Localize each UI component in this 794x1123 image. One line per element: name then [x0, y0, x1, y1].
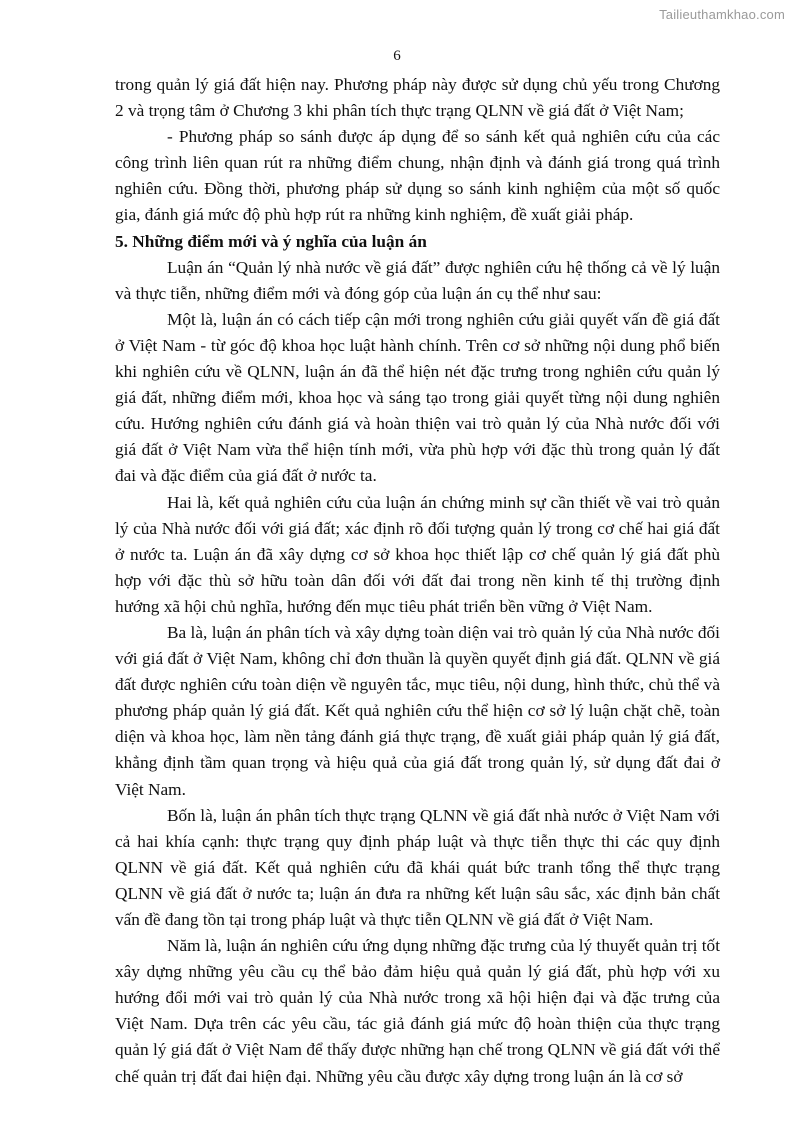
paragraph-point-one: Một là, luận án có cách tiếp cận mới trong nghiên cứu giải quyết vấn đề giá đất ở Việt Nam - từ góc độ khoa học luật hành chính. Trên cơ sở những nội dung phổ biến khi nghiên cứu về QLNN, luận án đã thể hiện nét đặc trưng trong nghiên cứu quản lý giá đất, những điểm mới, khoa học và sáng tạo trong giải quyết từng nội dung nghiên cứu. Hướng nghiên cứu đánh giá và hoàn thiện vai trò quản lý của Nhà nước đối với giá đất ở Việt Nam vừa thể hiện tính mới, vừa phù hợp với đặc thù trong quản lý đất đai và đặc điểm của giá đất ở nước ta. — [115, 309, 720, 486]
document-body — [115, 72, 720, 1090]
watermark: Tailieuthamkhao.com — [659, 7, 785, 22]
paragraph-point-four: Bốn là, luận án phân tích thực trạng QLNN về giá đất nhà nước ở Việt Nam với cả hai khía cạnh: thực trạng quy định pháp luật và thực tiễn thực thi các quy định QLNN về giá đất. Kết quả nghiên cứu đã khái quát bức tranh tổng thể thực trạng QLNN về giá đất ở nước ta; luận án đưa ra những kết luận sâu sắc, xác định bản chất vấn đề đang tồn tại trong pháp luật và thực tiễn QLNN về giá đất ở Việt Nam. — [115, 805, 720, 929]
section-heading: 5. Những điểm mới và ý nghĩa của luận án — [115, 231, 427, 251]
paragraph-point-two: Hai là, kết quả nghiên cứu của luận án chứng minh sự cần thiết về vai trò quản lý của Nhà nước đối với giá đất; xác định rõ đối tượng quản lý trong cơ chế hai giá đất ở nước ta. Luận án đã xây dựng cơ sở khoa học thiết lập cơ chế quản lý giá đất phù hợp với đặc thù sở hữu toàn dân đối với đất đai trong nền kinh tế thị trường định hướng xã hội chủ nghĩa, hướng đến mục tiêu phát triển bền vững ở Việt Nam. — [115, 492, 720, 616]
paragraph-comparison-method: - Phương pháp so sánh được áp dụng để so sánh kết quả nghiên cứu của các công trình liên quan rút ra những điểm chung, nhận định và đánh giá trong quá trình nghiên cứu. Đồng thời, phương pháp sử dụng so sánh kinh nghiệm của một số quốc gia, đánh giá mức độ phù hợp rút ra những kinh nghiệm, đề xuất giải pháp. — [115, 127, 720, 225]
paragraph-point-five: Năm là, luận án nghiên cứu ứng dụng những đặc trưng của lý thuyết quản trị tốt xây dựng những yêu cầu cụ thể bảo đảm hiệu quả quản lý giá đất, phù hợp với xu hướng đổi mới vai trò quản lý của Nhà nước trong xã hội hiện đại và đặc trưng của Việt Nam. Dựa trên các yêu cầu, tác giả đánh giá mức độ hoàn thiện của thực trạng quản lý giá đất ở Việt Nam để thấy được những hạn chế trong QLNN về giá đất với thể chế quản trị đất đai hiện đại. Những yêu cầu được xây dựng trong luận án là cơ sở — [115, 936, 720, 1086]
paragraph-point-three: Ba là, luận án phân tích và xây dựng toàn diện vai trò quản lý của Nhà nước đối với giá đất ở Việt Nam, không chỉ đơn thuần là quyền quyết định giá đất. QLNN về giá đất được nghiên cứu toàn diện về nguyên tắc, mục tiêu, nội dung, hình thức, chủ thể và phương pháp quản lý giá đất. Kết quả nghiên cứu thể hiện cơ sở lý luận chặt chẽ, toàn diện và khoa học, làm nền tảng đánh giá thực trạng, đề xuất giải pháp quản lý giá đất, khẳng định tầm quan trọng và hiệu quả của giá đất trong quản lý, sử dụng đất đai ở Việt Nam. — [115, 622, 720, 799]
paragraph-intro: Luận án “Quản lý nhà nước về giá đất” được nghiên cứu hệ thống cả về lý luận và thực tiễn, những điểm mới và đóng góp của luận án cụ thể như sau: — [115, 257, 720, 303]
page-number: 6 — [393, 48, 401, 64]
paragraph-continuation: trong quản lý giá đất hiện nay. Phương pháp này được sử dụng chủ yếu trong Chương 2 và trọng tâm ở Chương 3 khi phân tích thực trạng QLNN về giá đất ở Việt Nam; — [115, 75, 720, 121]
